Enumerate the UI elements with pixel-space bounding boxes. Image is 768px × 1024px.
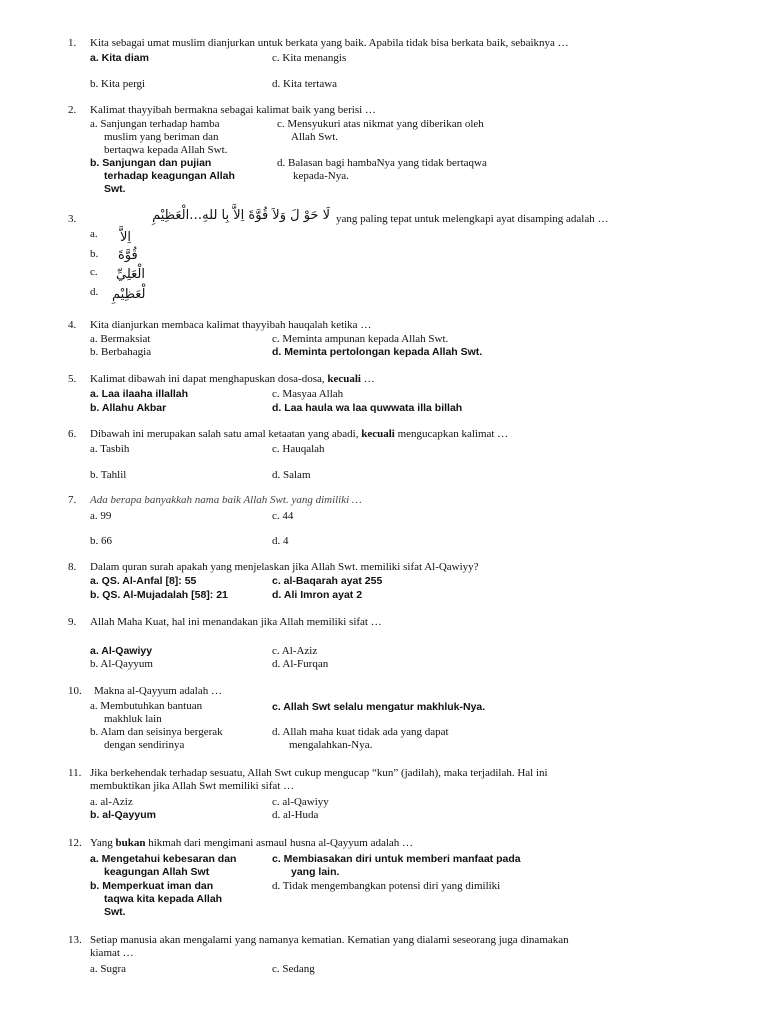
- option-a-line-2: makhluk lain: [104, 713, 162, 725]
- option-d-line-2: kepada-Nya.: [293, 170, 349, 182]
- option-a[interactable]: a. Al-Qawiyy: [90, 645, 153, 657]
- option-d[interactable]: d. Al-Furqan: [272, 658, 329, 670]
- option-c[interactable]: c. Kita menangis: [272, 52, 347, 64]
- option-b[interactable]: b. Berbahagia: [90, 346, 152, 358]
- option-b-line-2: dengan sendirinya: [104, 739, 185, 751]
- option-c[interactable]: c. al-Qawiyy: [272, 796, 329, 808]
- option-b[interactable]: b.: [90, 248, 99, 260]
- option-b[interactable]: b. 66: [90, 535, 112, 547]
- option-d[interactable]: d. Laa haula wa laa quwwata illa billah: [272, 402, 463, 414]
- option-b-line-3: Swt.: [104, 906, 126, 918]
- option-a-line-2: muslim yang beriman dan: [104, 131, 219, 143]
- option-b[interactable]: b. Tahlil: [90, 469, 127, 481]
- arabic-verse: لَا حَوْ لَ وَلاَ قُوَّةَ اِلاَّ بِا للهِ…الْعَظِيْمِ: [152, 208, 330, 223]
- option-d[interactable]: d. 4: [272, 535, 289, 547]
- option-b[interactable]: b. QS. Al-Mujadalah [58]: 21: [90, 589, 228, 601]
- option-a[interactable]: a. QS. Al-Anfal [8]: 55: [90, 575, 197, 587]
- question-number: 5.: [68, 373, 77, 385]
- option-c[interactable]: c. Al-Aziz: [272, 645, 318, 657]
- option-b-arabic: قُوَّةَ: [118, 248, 138, 263]
- question-text-line-2: kiamat …: [90, 947, 134, 959]
- option-c[interactable]: c. Masyaa Allah: [272, 388, 344, 400]
- option-b[interactable]: b. Memperkuat iman dan: [90, 880, 214, 892]
- option-d[interactable]: d. Balasan bagi hambaNya yang tidak bertaqwa: [277, 157, 487, 169]
- option-a[interactable]: a. Laa ilaaha illallah: [90, 388, 189, 400]
- question-number: 9.: [68, 616, 77, 628]
- option-b-line-2: taqwa kita kepada Allah: [104, 893, 223, 905]
- question-text-line-2: membuktikan jika Allah Swt memiliki sifat …: [90, 780, 295, 792]
- option-a[interactable]: a. Tasbih: [90, 443, 130, 455]
- option-b[interactable]: b. Sanjungan dan pujian: [90, 157, 212, 169]
- option-d[interactable]: d.: [90, 286, 99, 298]
- question-number: 10.: [68, 685, 82, 697]
- option-c[interactable]: c. Hauqalah: [272, 443, 325, 455]
- option-a-line-2: keagungan Allah Swt: [104, 866, 210, 878]
- option-b-line-3: Swt.: [104, 183, 126, 195]
- question-text: Kalimat dibawah ini dapat menghapuskan dosa-dosa, kecuali …: [90, 373, 375, 385]
- option-c[interactable]: c. Membiasakan diri untuk memberi manfaat pada: [272, 853, 521, 865]
- option-b[interactable]: b. al-Qayyum: [90, 809, 156, 821]
- question-number: 4.: [68, 319, 77, 331]
- option-a[interactable]: a. Kita diam: [90, 52, 149, 64]
- option-c[interactable]: c. Sedang: [272, 963, 315, 975]
- question-number: 12.: [68, 837, 82, 849]
- question-text: yang paling tepat untuk melengkapi ayat disamping adalah …: [336, 213, 609, 225]
- option-d[interactable]: d. Salam: [272, 469, 311, 481]
- option-a-arabic: اِلاَّ: [120, 230, 132, 245]
- option-d[interactable]: d. al-Huda: [272, 809, 319, 821]
- option-b[interactable]: b. Alam dan seisinya bergerak: [90, 726, 223, 738]
- option-a[interactable]: a. Mengetahui kebesaran dan: [90, 853, 237, 865]
- option-d-line-2: mengalahkan-Nya.: [289, 739, 373, 751]
- option-d[interactable]: d. Allah maha kuat tidak ada yang dapat: [272, 726, 449, 738]
- question-text: Kalimat thayyibah bermakna sebagai kalimat baik yang berisi …: [90, 104, 376, 116]
- question-text: Dibawah ini merupakan salah satu amal ketaatan yang abadi, kecuali mengucapkan kalimat …: [90, 428, 509, 440]
- option-c[interactable]: c. Mensyukuri atas nikmat yang diberikan oleh: [277, 118, 484, 130]
- option-c[interactable]: c. Meminta ampunan kepada Allah Swt.: [272, 333, 449, 345]
- option-a-line-3: bertaqwa kepada Allah Swt.: [104, 144, 228, 156]
- option-c-arabic: الْعَلِيِّ: [116, 267, 145, 282]
- option-a[interactable]: a. Sanjungan terhadap hamba: [90, 118, 220, 130]
- question-text: Kita dianjurkan membaca kalimat thayyibah hauqalah ketika …: [90, 319, 372, 331]
- question-number: 6.: [68, 428, 77, 440]
- option-c[interactable]: c. Allah Swt selalu mengatur makhluk-Nya.: [272, 701, 486, 713]
- question-number: 7.: [68, 494, 77, 506]
- option-d-arabic: لْعَظِيْمِ: [112, 287, 146, 302]
- question-text: Ada berapa banyakkah nama baik Allah Swt. yang dimiliki …: [90, 494, 362, 506]
- question-number: 1.: [68, 37, 77, 49]
- option-c-line-2: yang lain.: [291, 866, 340, 878]
- option-c[interactable]: c. al-Baqarah ayat 255: [272, 575, 383, 587]
- option-d[interactable]: d. Meminta pertolongan kepada Allah Swt.: [272, 346, 483, 358]
- option-d[interactable]: d. Ali Imron ayat 2: [272, 589, 363, 601]
- question-text: Yang bukan hikmah dari mengimani asmaul husna al-Qayyum adalah …: [90, 837, 414, 849]
- question-text: Allah Maha Kuat, hal ini menandakan jika Allah memiliki sifat …: [90, 616, 382, 628]
- option-b[interactable]: b. Kita pergi: [90, 78, 146, 90]
- option-c[interactable]: c. 44: [272, 510, 294, 522]
- option-c[interactable]: c.: [90, 266, 98, 278]
- option-d[interactable]: d. Tidak mengembangkan potensi diri yang dimiliki: [272, 880, 501, 892]
- question-text: Jika berkehendak terhadap sesuatu, Allah Swt cukup mengucap “kun” (jadilah), maka terjadilah. Hal ini: [90, 767, 548, 779]
- option-c-line-2: Allah Swt.: [291, 131, 339, 143]
- question-number: 8.: [68, 561, 77, 573]
- option-b[interactable]: b. Al-Qayyum: [90, 658, 153, 670]
- option-d[interactable]: d. Kita tertawa: [272, 78, 338, 90]
- option-a[interactable]: a. Bermaksiat: [90, 333, 151, 345]
- option-b[interactable]: b. Allahu Akbar: [90, 402, 167, 414]
- option-a[interactable]: a. 99: [90, 510, 112, 522]
- option-a[interactable]: a.: [90, 228, 98, 240]
- question-number: 3.: [68, 213, 77, 225]
- question-text: Setiap manusia akan mengalami yang namanya kematian. Kematian yang dialami seseorang juga dinamakan: [90, 934, 569, 946]
- option-a[interactable]: a. al-Aziz: [90, 796, 133, 808]
- question-number: 11.: [68, 767, 82, 779]
- question-text: Makna al-Qayyum adalah …: [94, 685, 222, 697]
- question-number: 2.: [68, 104, 77, 116]
- question-text: Dalam quran surah apakah yang menjelaskan jika Allah Swt. memiliki sifat Al-Qawiyy?: [90, 561, 479, 573]
- option-a[interactable]: a. Membutuhkan bantuan: [90, 700, 203, 712]
- question-number: 13.: [68, 934, 82, 946]
- question-text: Kita sebagai umat muslim dianjurkan untuk berkata yang baik. Apabila tidak bisa berkata baik, sebaiknya …: [90, 37, 569, 49]
- option-a[interactable]: a. Sugra: [90, 963, 127, 975]
- option-b-line-2: terhadap keagungan Allah: [104, 170, 235, 182]
